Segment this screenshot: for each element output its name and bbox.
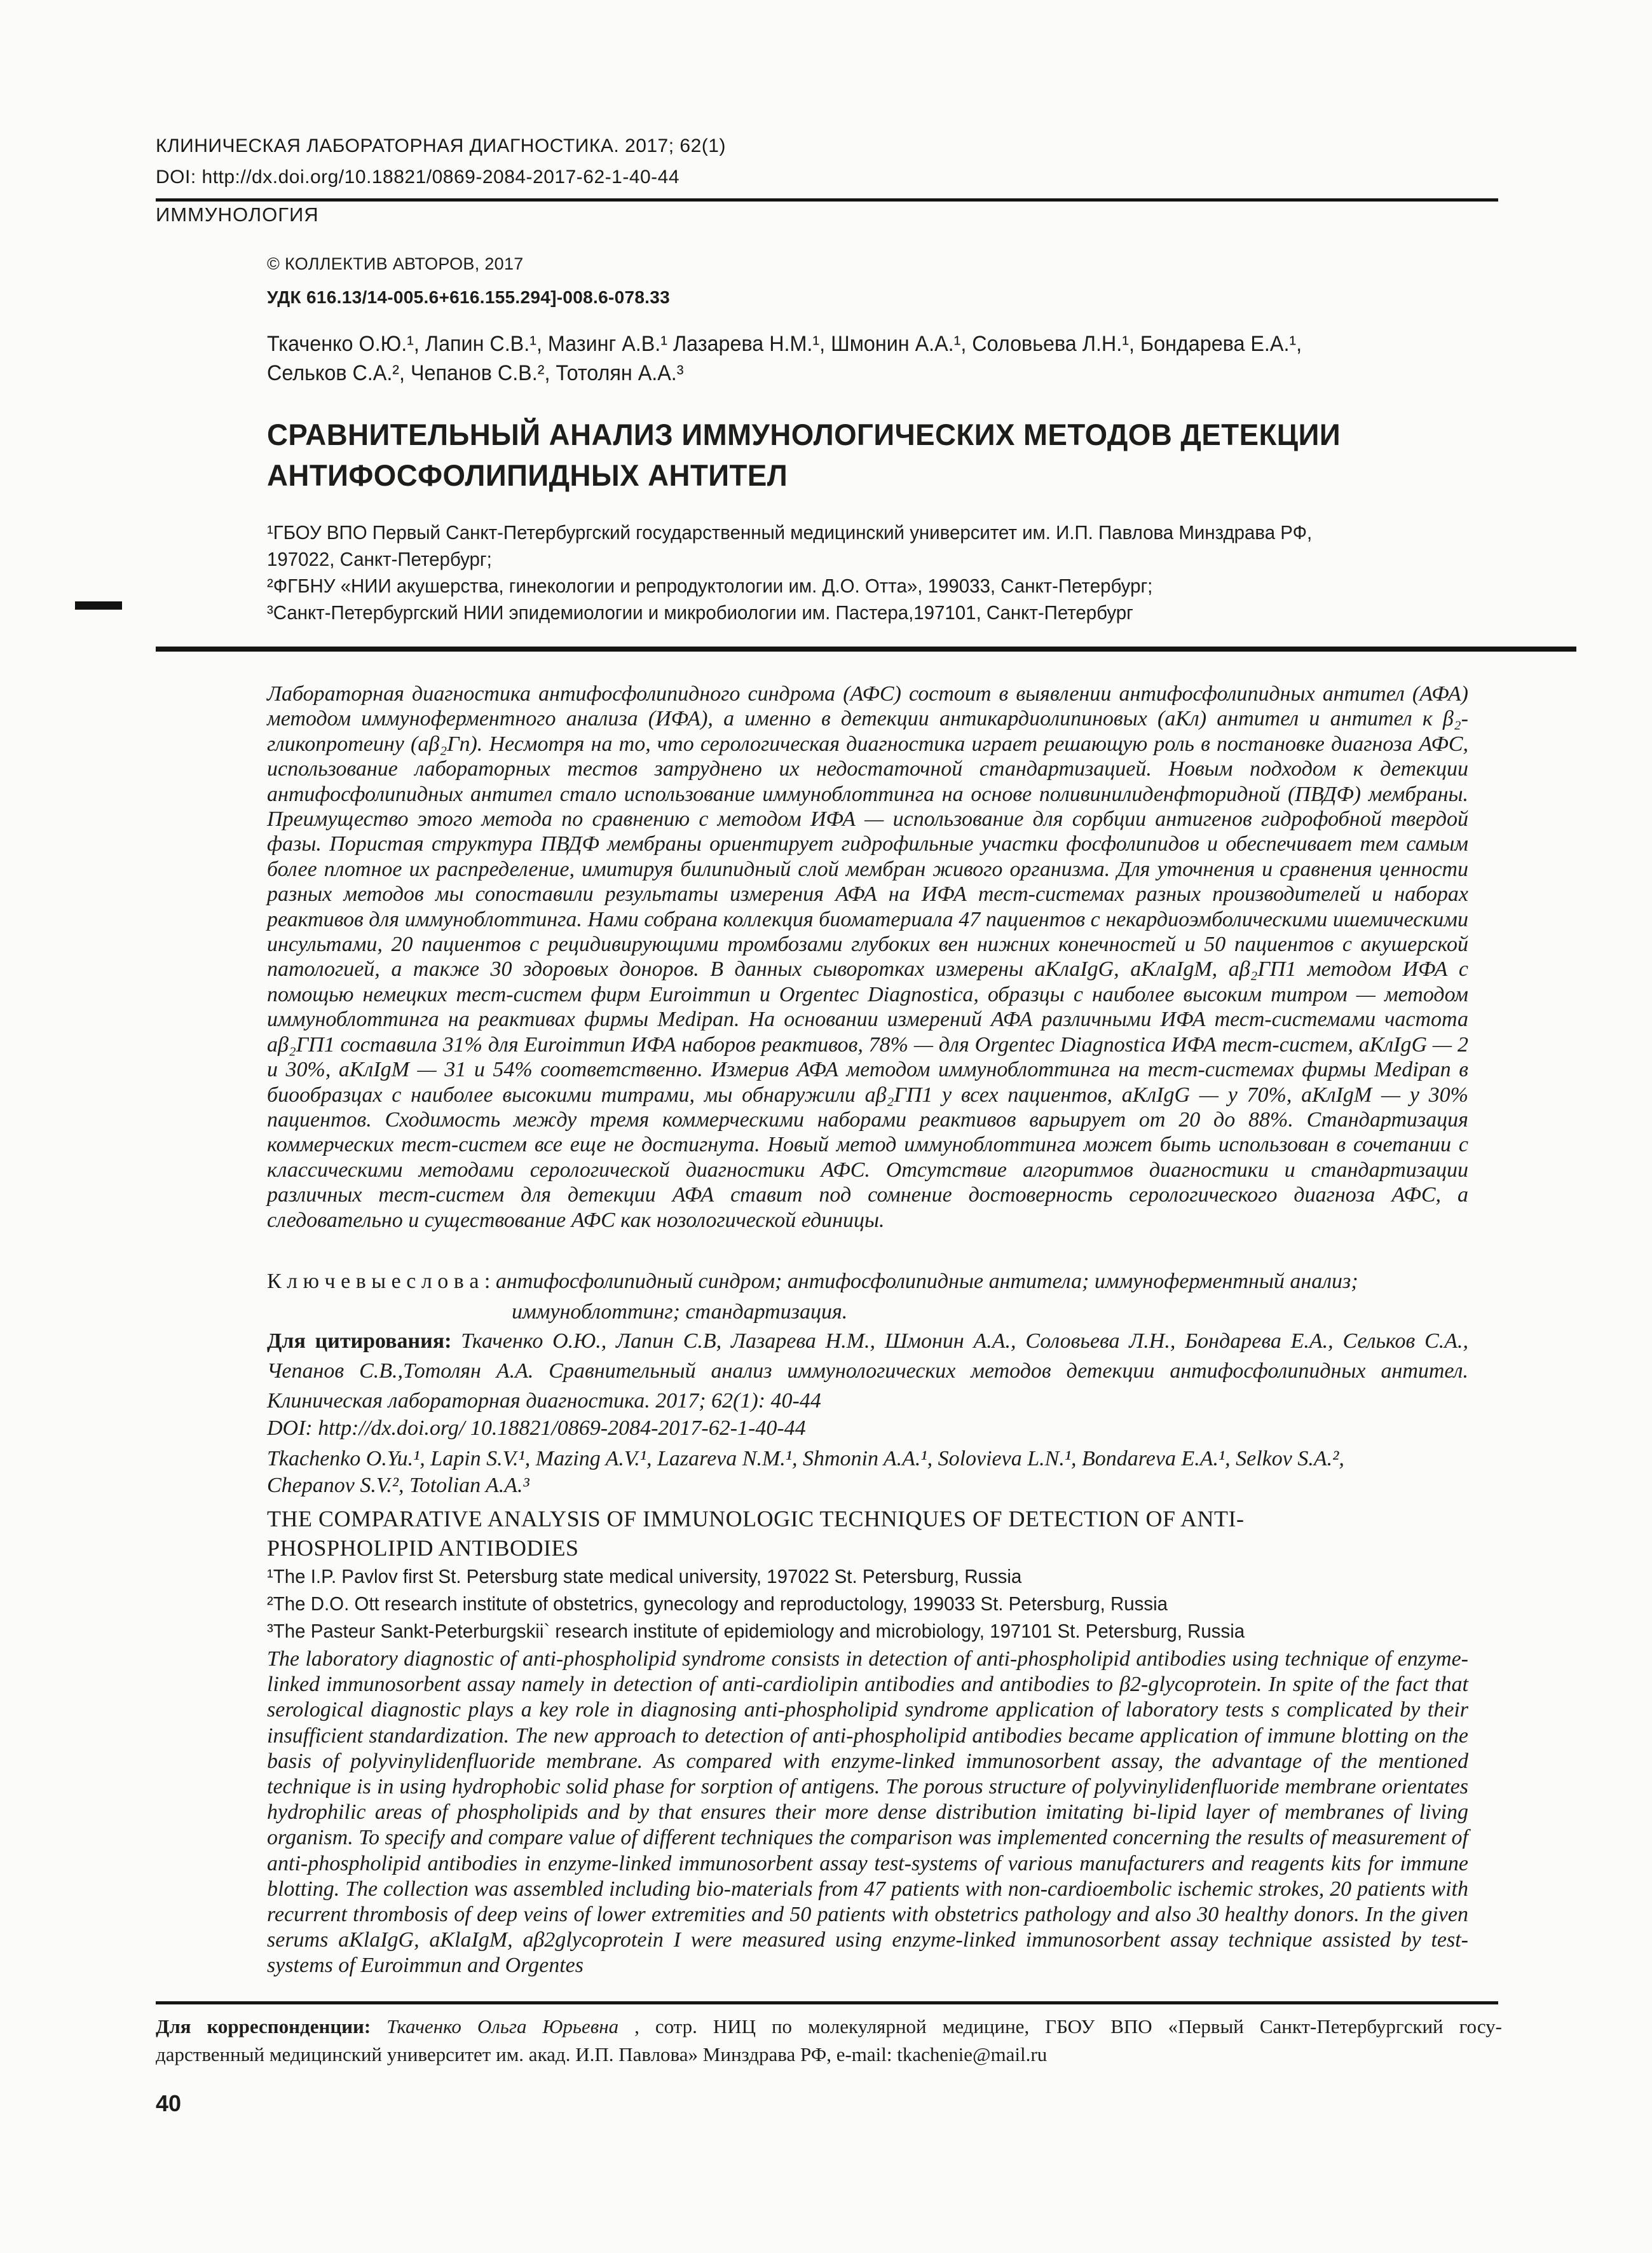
journal-header — [156, 130, 726, 193]
abstract-en: The laboratory diagnostic of anti-phospholipid syndrome consists in detection of anti-phospholipid antibodies using technique of enzyme-linked immunosorbent assay namely in detection of anti-cardiolipin antibodies and antibodies to β2-glycoprotein. In spite of the fact that serological diagnostic plays a key role in diagnosing anti-phospholipid syndrome application of laboratory tests s complicated by their insufficient standardization. The new approach to detection of anti-phospholipid antibodies became application of immune blotting on the basis of polyvinylidenfluoride membrane. As compared with enzyme-linked immunosorbent assay, the advantage of the mentioned technique is in using hydrophobic solid phase for sorption of antigens. The porous structure of polyvinylidenfluoride membrane orientates hydrophilic areas of phospholipids and by that ensures their more dense distribution imitating bi-lipid layer of membranes of living organism. To specify and compare value of different techniques the comparison was implemented concerning the results of measurement of anti-phospholipid antibodies in enzyme-linked immunosorbent assay test-systems of various manufacturers and reagents kits for immune blotting. The collection was assembled including bio-materials from 47 patients with non-cardioembolic ischemic strokes, 20 patients with recurrent thrombosis of deep veins of lower extremities and 50 patients with obstetrics pathology and also 30 healthy donors. In the given serums aKlaIgG, aKlaIgM, aβ2glycoprotein I were measured using enzyme-linked immunosorbent assay technique assisted by test-systems of Euroimmun and Orgentes — [267, 1647, 1468, 1978]
affiliation-en-line: ³The Pasteur Sankt-Peterburgskii` research institute of epidemiology and microbiology, 197101 St. Petersburg, Russia — [267, 1620, 1245, 1642]
header-rule — [156, 198, 1498, 202]
authors-ru-line: Сельков С.А.², Чепанов С.В.², Тотолян А.А.³ — [267, 361, 684, 385]
article-title-ru-line: СРАВНИТЕЛЬНЫЙ АНАЛИЗ ИММУНОЛОГИЧЕСКИХ МЕТОДОВ ДЕТЕКЦИИ — [267, 418, 1341, 451]
affiliation-ru-line: ¹ГБОУ ВПО Первый Санкт-Петербургский государственный медицинский университет им. И.П. Павлова Минздрава РФ, — [267, 521, 1313, 544]
article-title-en-line: PHOSPHOLIPID ANTIBODIES — [267, 1535, 579, 1561]
keywords-block — [267, 1266, 1468, 1327]
authors-en — [267, 1446, 1344, 1499]
footer-rule — [156, 2001, 1498, 2004]
citation-label: Для цитирования: — [267, 1329, 452, 1353]
udc-code: УДК 616.13/14-005.6+616.155.294]-008.6-078.33 — [267, 287, 671, 307]
article-title-en-line: THE COMPARATIVE ANALYSIS OF IMMUNOLOGIC TECHNIQUES OF DETECTION OF ANTI- — [267, 1506, 1245, 1531]
affiliation-ru-line: ²ФГБНУ «НИИ акушерства, гинекологии и репродуктологии им. Д.О. Отта», 199033, Санкт-Петербург; — [267, 575, 1153, 597]
keywords-label: К л ю ч е в ы е с л о в а : — [267, 1270, 491, 1293]
keywords-text: антифосфолипидный синдром; антифосфолипидные антитела; иммуноферментный анализ; иммуноблоттинг; стандартизация. — [495, 1270, 1358, 1324]
abstract-rule — [156, 647, 1576, 652]
correspondence-block — [156, 2013, 1502, 2069]
affiliation-en-line: ¹The I.P. Pavlov first St. Petersburg state medical university, 197022 St. Petersburg, Russia — [267, 1565, 1022, 1587]
journal-doi-line: DOI: http://dx.doi.org/10.18821/0869-2084-2017-62-1-40-44 — [156, 167, 680, 188]
doi-citation: DOI: http://dx.doi.org/ 10.18821/0869-2084-2017-62-1-40-44 — [267, 1416, 806, 1440]
authors-ru — [267, 329, 1356, 388]
correspondence-line — [156, 2013, 1502, 2041]
page-number: 40 — [156, 2090, 182, 2116]
correspondence-text: , сотр. НИЦ по молекулярной медицине, ГБОУ ВПО «Первый Санкт-Петербургский госу- — [634, 2015, 1502, 2037]
article-title-ru — [267, 414, 1374, 496]
authors-en-line: Chepanov S.V.², Totolian A.A.³ — [267, 1474, 529, 1497]
affiliations-ru — [267, 519, 1367, 626]
correspondence-name: Ткаченко Ольга Юрьевна — [386, 2015, 619, 2037]
article-title-en — [267, 1504, 1244, 1563]
affiliation-ru-line: ³Санкт-Петербургский НИИ эпидемиологии и микробиологии им. Пастера,197101, Санкт-Петербург — [267, 601, 1133, 624]
affiliation-en-line: ²The D.O. Ott research institute of obstetrics, gynecology and reproductology, 199033 St. Petersburg, Russia — [267, 1592, 1168, 1615]
authors-en-line: Tkachenko O.Yu.¹, Lapin S.V.¹, Mazing A.V.¹, Lazareva N.M.¹, Shmonin A.A.¹, Solovieva L.N.¹, Bondareva E.A.¹, Selkov S.A.², — [267, 1447, 1344, 1470]
citation-text: Ткаченко О.Ю., Лапин С.В, Лазарева Н.М., Шмонин А.А., Соловьева Л.Н., Бондарева Е.А., Сельков С.А., Чепанов С.В.,Тотолян А.А. Сравнительный анализ иммунологических методов детекции антифосфолипидных антител. Клиническая лабораторная диагностика. 2017; 62(1): 40-44 — [267, 1329, 1469, 1413]
copyright-note: © КОЛЛЕКТИВ АВТОРОВ, 2017 — [267, 254, 524, 273]
correspondence-label: Для корреспонденции: — [156, 2015, 371, 2037]
scan-artifact — [75, 601, 122, 610]
article-title-ru-line: АНТИФОСФОЛИПИДНЫХ АНТИТЕЛ — [267, 458, 788, 492]
correspondence-line: дарственный медицинский университет им. акад. И.П. Павлова» Минздрава РФ, e-mail: tkachenie@mail.ru — [156, 2043, 1048, 2065]
section-label: ИММУНОЛОГИЯ — [156, 203, 319, 226]
abstract-ru: Лабораторная диагностика антифосфолипидного синдрома (АФС) состоит в выявлении антифосфолипидных антител (АФА) методом иммуноферментного анализа (ИФА), а именно в детекции антикардиолипиновых (аКл) антител и антител к β₂-гликопротеину (аβ₂Гп). Несмотря на то, что серологическая диагностика играет решающую роль в постановке диагноза АФС, использование лабораторных тестов затруднено их недостаточной стандартизацией. Новым подходом к детекции антифосфолипидных антител стало использование иммуноблоттинга на основе поливинилиденфторидной (ПВДФ) мембраны. Преимущество этого метода по сравнению с методом ИФА — использование для сорбции антигенов гидрофобной твердой фазы. Пористая структура ПВДФ мембраны ориентирует гидрофильные участки фосфолипидов и обеспечивает тем самым более плотное их распределение, имитируя билипидный слой мембран живого организма. Для уточнения и сравнения ценности разных методов мы сопоставили результаты измерения АФА на ИФА тест-системах разных производителей и наборах реактивов для иммуноблоттинга. Нами собрана коллекция биоматериала 47 пациентов с некардиоэмболическими ишемическими инсультами, 20 пациентов с рецидивирующими тромбозами глубоких вен нижних конечностей и 50 пациентов с акушерской патологией, а также 30 здоровых доноров. В данных сыворотках измерены аКлаIgG, аКлаIgM, аβ₂ГП1 методом ИФА с помощью немецких тест-систем фирм Euroimmun и Orgentec Diagnostica, образцы с наиболее высоким титром — методом иммуноблоттинга на реактивах фирмы Medipan. На основании измерений АФА различными ИФА тест-системами частота аβ₂ГП1 составила 31% для Euroimmun ИФА наборов реактивов, 78% — для Orgentec Diagnostica ИФА тест-систем, аКлIgG — 2 и 30%, аКлIgM — 31 и 54% соответственно. Измерив АФА методом иммуноблоттинга на тест-системах фирмы Medipan в биообразцах с наиболее высокими титрами, мы обнаружили аβ₂ГП1 у всех пациентов, аКлIgG — у 70%, аКлIgM — у 30% пациентов. Сходимость между тремя коммерческими наборами реактивов варьирует от 20 до 88%. Стандартизация коммерческих тест-систем все еще не достигнута. Новый метод иммуноблоттинга может быть использован в сочетании с классическими методами серологической диагностики АФС. Отсутствие алгоритмов диагностики и стандартизации различных тест-систем для детекции АФА ставит под сомнение достоверность серологического диагноза АФС, а следовательно и существование АФС как нозологической единицы. — [267, 682, 1468, 1232]
journal-title-line: КЛИНИЧЕСКАЯ ЛАБОРАТОРНАЯ ДИАГНОСТИКА. 2017; 62(1) — [156, 135, 726, 156]
affiliation-ru-line: 197022, Санкт-Петербург; — [267, 548, 492, 570]
citation-block — [267, 1326, 1468, 1416]
authors-ru-line: Ткаченко О.Ю.¹, Лапин С.В.¹, Мазинг А.В.¹ Лазарева Н.М.¹, Шмонин А.А.¹, Соловьева Л.Н.¹, Бондарева Е.А.¹, — [267, 332, 1302, 356]
affiliations-en — [267, 1563, 1296, 1645]
